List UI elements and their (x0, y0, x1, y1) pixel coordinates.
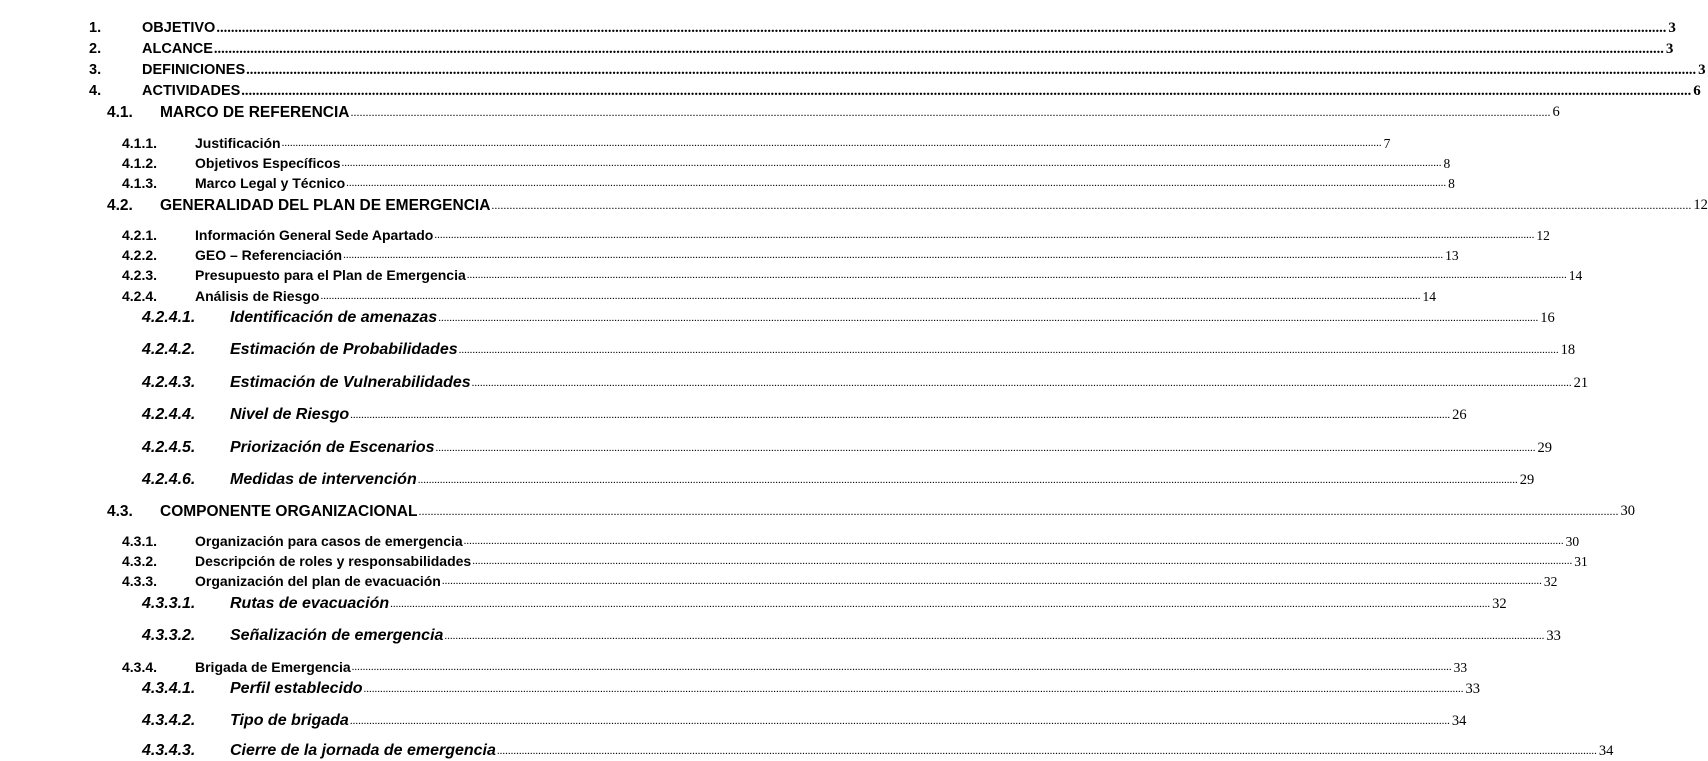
toc-number: 4.3.2. (122, 553, 158, 569)
toc-page-number: 12 (1693, 197, 1708, 213)
toc-entry-generalidad[interactable] (107, 196, 1708, 215)
toc-entry-cierre-jornada[interactable] (142, 741, 1614, 761)
toc-title: Identificación de amenazas (230, 309, 438, 326)
toc-number: 4.3.3. (122, 573, 158, 589)
toc-page-number: 31 (1574, 554, 1588, 569)
toc-page-number: 3 (1698, 62, 1706, 78)
toc-entry-estimacion-probabilidades[interactable] (142, 340, 1576, 360)
toc-page-number: 33 (1546, 628, 1561, 644)
dot-leader: ................................................................................................................................................................................................................................................................................................................................................................................................................ (346, 177, 1447, 189)
toc-page-number: 14 (1568, 268, 1583, 283)
toc-page-number: 30 (1565, 534, 1580, 549)
toc-title: Perfil establecido (230, 680, 363, 697)
toc-entry-marco-legal[interactable] (122, 175, 1455, 192)
toc-number: 4.1.1. (122, 135, 158, 151)
dot-leader: ................................................................................................................................................................................................................................................................................................................................................................................................................ (343, 249, 1444, 261)
toc-title: Justificación (195, 135, 281, 151)
toc-entry-presupuesto[interactable] (122, 267, 1583, 284)
dot-leader: ................................................................................................................................................................................................................................................................................................................................................................................................................ (363, 683, 1464, 695)
toc-title: ALCANCE (142, 41, 213, 57)
toc-entry-medidas-intervencion[interactable] (142, 470, 1535, 490)
toc-number: 4. (89, 83, 102, 99)
toc-title: Brigada de Emergencia (195, 659, 351, 675)
toc-number: 4.1.3. (122, 175, 158, 191)
toc-page-number: 34 (1451, 713, 1467, 729)
toc-page-number: 13 (1445, 248, 1459, 263)
dot-leader: ................................................................................................................................................................................................................................................................................................................................................................................................................ (472, 555, 1573, 567)
dot-leader: ................................................................................................................................................................................................................................................................................................................................................................................................................ (418, 504, 1619, 518)
toc-number: 2. (89, 41, 102, 57)
toc-page-number: 32 (1543, 574, 1558, 589)
toc-number: 4.2.4.4. (142, 406, 196, 423)
toc-page-number: 8 (1443, 156, 1451, 171)
toc-title: Cierre de la jornada de emergencia (230, 742, 496, 759)
toc-number: 4.2. (107, 197, 133, 214)
dot-leader: ................................................................................................................................................................................................................................................................................................................................................................................................................ (458, 344, 1559, 356)
toc-entry-tipo-brigada[interactable] (142, 711, 1467, 731)
toc-page-number: 8 (1448, 176, 1455, 191)
toc-page-number: 14 (1422, 289, 1436, 304)
dot-leader: ................................................................................................................................................................................................................................................................................................................................................................................................................ (435, 442, 1536, 454)
dot-leader: ................................................................................................................................................................................................................................................................................................................................................................................................................ (213, 41, 1664, 57)
toc-entry-geo-referenciacion[interactable] (122, 247, 1459, 264)
toc-number: 4.1. (107, 104, 133, 121)
toc-number: 4.3.1. (122, 533, 158, 549)
toc-entry-senalizacion[interactable] (142, 626, 1561, 646)
dot-leader: ................................................................................................................................................................................................................................................................................................................................................................................................................ (434, 229, 1535, 241)
toc-title: Organización para casos de emergencia (195, 533, 463, 549)
toc-title: ACTIVIDADES (142, 83, 241, 99)
toc-entry-brigada-emergencia[interactable] (122, 659, 1468, 676)
toc-page-number: 33 (1465, 681, 1480, 697)
toc-page-number: 21 (1573, 375, 1589, 391)
toc-entry-justificacion[interactable] (122, 135, 1391, 152)
toc-number: 4.2.1. (122, 227, 158, 243)
toc-page-number: 3 (1665, 41, 1674, 57)
toc-title: Organización del plan de evacuación (195, 573, 441, 589)
toc-page-number: 18 (1560, 342, 1576, 358)
toc-number: 4.3. (107, 503, 133, 520)
dot-leader: ................................................................................................................................................................................................................................................................................................................................................................................................................ (320, 290, 1421, 302)
toc-entry-perfil-establecido[interactable] (142, 679, 1480, 699)
toc-page-number: 7 (1383, 136, 1391, 151)
toc-title: Análisis de Riesgo (195, 288, 320, 304)
toc-number: 3. (89, 62, 102, 78)
toc-page-number: 34 (1598, 743, 1614, 759)
toc-title: Priorización de Escenarios (230, 439, 435, 456)
dot-leader: ................................................................................................................................................................................................................................................................................................................................................................................................................ (216, 20, 1667, 36)
dot-leader: ................................................................................................................................................................................................................................................................................................................................................................................................................ (246, 62, 1697, 78)
dot-leader: ................................................................................................................................................................................................................................................................................................................................................................................................................ (438, 312, 1539, 324)
toc-page-number: 33 (1453, 660, 1468, 675)
toc-number: 4.2.4.3. (142, 374, 196, 391)
dot-leader: ................................................................................................................................................................................................................................................................................................................................................................................................................ (349, 715, 1450, 727)
toc-title: Descripción de roles y responsabilidades (195, 553, 472, 569)
toc-number: 4.3.3.2. (142, 627, 196, 644)
toc-entry-plan-evacuacion[interactable] (122, 573, 1558, 590)
toc-page-number: 29 (1537, 440, 1553, 456)
toc-title: DEFINICIONES (142, 62, 246, 78)
toc-page-number: 3 (1668, 20, 1676, 36)
dot-leader: ................................................................................................................................................................................................................................................................................................................................................................................................................ (281, 137, 1382, 149)
toc-number: 4.2.4.6. (142, 471, 196, 488)
dot-leader: ................................................................................................................................................................................................................................................................................................................................................................................................................ (491, 198, 1692, 212)
toc-page-number: 29 (1519, 472, 1535, 488)
dot-leader: ................................................................................................................................................................................................................................................................................................................................................................................................................ (350, 409, 1451, 421)
toc-number: 4.3.3.1. (142, 595, 196, 612)
toc-title: GEO – Referenciación (195, 247, 343, 263)
toc-entry-actividades[interactable] (89, 82, 1701, 100)
toc-title: Estimación de Vulnerabilidades (230, 374, 471, 391)
toc-entry-objetivo[interactable] (89, 19, 1676, 37)
toc-number: 1. (89, 20, 102, 36)
toc-page-number: 30 (1620, 503, 1635, 519)
toc-entry-alcance[interactable] (89, 40, 1674, 58)
toc-title: OBJETIVO (142, 20, 216, 36)
toc-title: Marco Legal y Técnico (195, 175, 346, 191)
toc-title: Señalización de emergencia (230, 627, 444, 644)
toc-title: Rutas de evacuación (230, 595, 390, 612)
toc-number: 4.2.4.1. (142, 309, 196, 326)
toc-entry-priorizacion-escenarios[interactable] (142, 438, 1553, 458)
toc-title: Nivel de Riesgo (230, 406, 350, 423)
dot-leader: ................................................................................................................................................................................................................................................................................................................................................................................................................ (496, 745, 1597, 757)
toc-title: MARCO DE REFERENCIA (160, 104, 350, 121)
toc-title: Presupuesto para el Plan de Emergencia (195, 267, 466, 283)
toc-number: 4.2.4.2. (142, 341, 196, 358)
toc-entry-descripcion-roles[interactable] (122, 553, 1588, 570)
toc-entry-nivel-de-riesgo[interactable] (142, 405, 1467, 425)
toc-number: 4.3.4. (122, 659, 158, 675)
toc-title: Información General Sede Apartado (195, 227, 434, 243)
toc-number: 4.2.4. (122, 288, 158, 304)
toc-title: Medidas de intervención (230, 471, 417, 488)
dot-leader: ................................................................................................................................................................................................................................................................................................................................................................................................................ (463, 535, 1564, 547)
dot-leader: ................................................................................................................................................................................................................................................................................................................................................................................................................ (441, 575, 1542, 587)
toc-page-number: 26 (1452, 407, 1467, 423)
toc-title: Tipo de brigada (230, 712, 349, 729)
toc-entry-rutas-evacuacion[interactable] (142, 594, 1507, 614)
dot-leader: ................................................................................................................................................................................................................................................................................................................................................................................................................ (341, 157, 1442, 169)
toc-entry-analisis-de-riesgo[interactable] (122, 288, 1436, 305)
toc-page-number: 12 (1536, 228, 1550, 243)
toc-number: 4.2.4.5. (142, 439, 196, 456)
dot-leader: ................................................................................................................................................................................................................................................................................................................................................................................................................ (241, 83, 1692, 99)
toc-number: 4.3.4.2. (142, 712, 196, 729)
toc-title: Estimación de Probabilidades (230, 341, 458, 358)
toc-title: GENERALIDAD DEL PLAN DE EMERGENCIA (160, 197, 491, 214)
toc-title: COMPONENTE ORGANIZACIONAL (160, 503, 418, 520)
toc-entry-estimacion-vulnerabilidades[interactable] (142, 373, 1589, 393)
toc-title: Objetivos Específicos (195, 155, 341, 171)
dot-leader: ................................................................................................................................................................................................................................................................................................................................................................................................................ (471, 377, 1572, 389)
toc-number: 4.1.2. (122, 155, 158, 171)
toc-entry-informacion-general[interactable] (122, 227, 1550, 244)
dot-leader: ................................................................................................................................................................................................................................................................................................................................................................................................................ (417, 474, 1518, 486)
toc-page-number: 32 (1492, 596, 1507, 612)
dot-leader: ................................................................................................................................................................................................................................................................................................................................................................................................................ (444, 630, 1545, 642)
toc-entry-organizacion-emergencia[interactable] (122, 533, 1580, 550)
toc-number: 4.2.3. (122, 267, 158, 283)
toc-number: 4.3.4.1. (142, 680, 196, 697)
dot-leader: ................................................................................................................................................................................................................................................................................................................................................................................................................ (390, 598, 1491, 610)
toc-number: 4.2.2. (122, 247, 158, 263)
dot-leader: ................................................................................................................................................................................................................................................................................................................................................................................................................ (351, 661, 1452, 673)
toc-page-number: 16 (1540, 310, 1555, 326)
toc-page-number: 6 (1552, 104, 1560, 120)
toc-entry-definiciones[interactable] (89, 61, 1706, 79)
toc-page-number: 6 (1693, 83, 1701, 99)
toc-entry-objetivos-especificos[interactable] (122, 155, 1451, 172)
dot-leader: ................................................................................................................................................................................................................................................................................................................................................................................................................ (350, 105, 1551, 119)
toc-entry-marco-de-referencia[interactable] (107, 103, 1560, 122)
toc-entry-componente-organizacional[interactable] (107, 502, 1635, 521)
dot-leader: ................................................................................................................................................................................................................................................................................................................................................................................................................ (466, 269, 1567, 281)
toc-number: 4.3.4.3. (142, 742, 196, 759)
toc-entry-identificacion-amenazas[interactable] (142, 308, 1555, 328)
